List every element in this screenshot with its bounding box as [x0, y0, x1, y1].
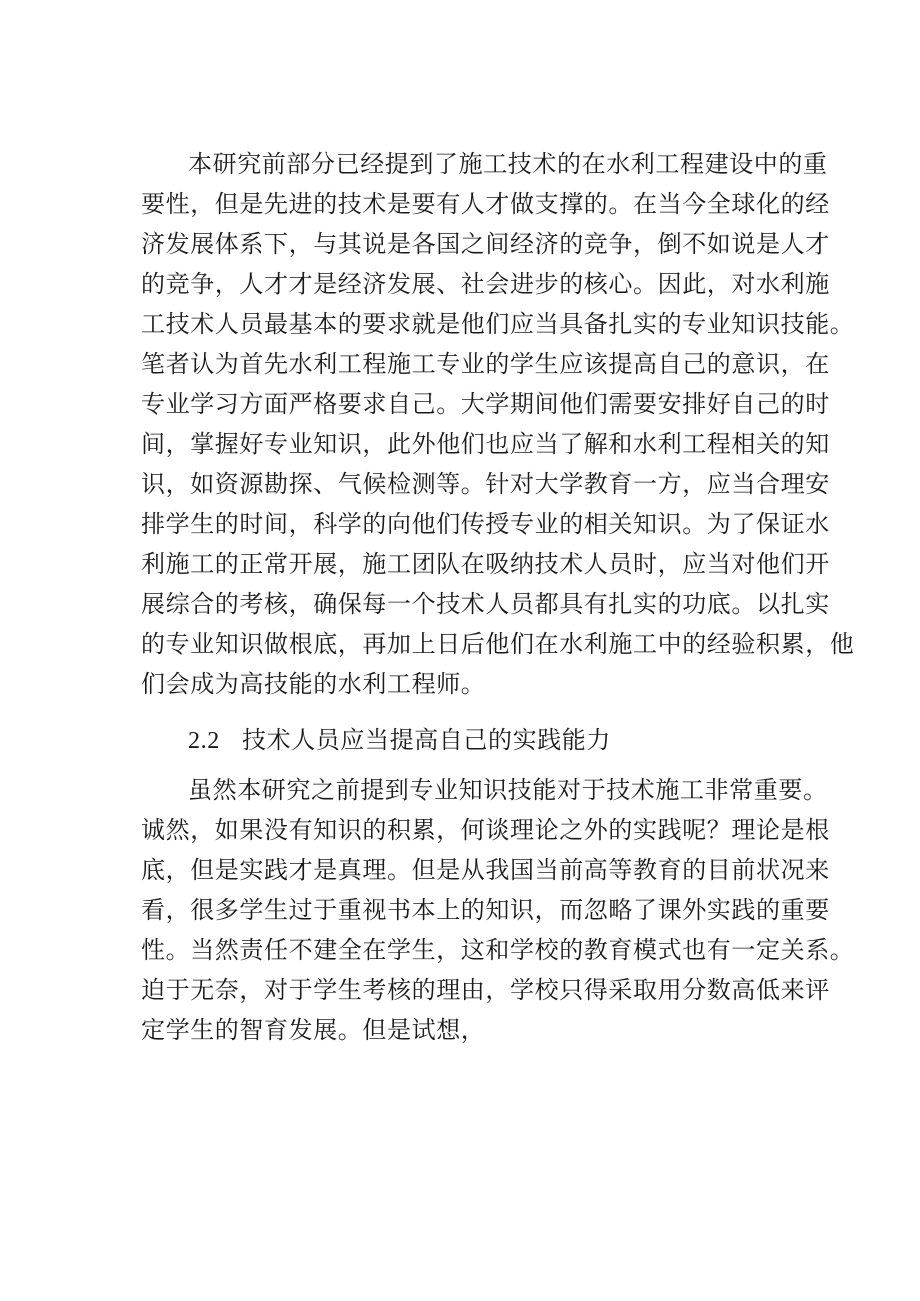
paragraph-2-line-1: 虽然本研究之前提到专业知识技能对于技术施工非常重要。 [188, 776, 828, 804]
paragraph-1-line-11: 利施工的正常开展，施工团队在吸纳技术人员时，应当对他们开 [141, 550, 830, 578]
paragraph-1-line-9: 识，如资源勘探、气候检测等。针对大学教育一方，应当合理安 [141, 470, 830, 498]
paragraph-1-line-5: 工技术人员最基本的要求就是他们应当具备扎实的专业知识技能。 [141, 310, 855, 338]
paragraph-2-line-4: 看，很多学生过于重视书本上的知识，而忽略了课外实践的重要 [141, 896, 830, 924]
paragraph-1-line-10: 排学生的时间，科学的向他们传授专业的相关知识。为了保证水 [141, 510, 830, 538]
paragraph-1-line-12: 展综合的考核，确保每一个技术人员都具有扎实的功底。以扎实 [141, 590, 830, 618]
paragraph-1-line-7: 专业学习方面严格要求自己。大学期间他们需要安排好自己的时 [141, 390, 830, 418]
paragraph-1-line-1: 本研究前部分已经提到了施工技术的在水利工程建设中的重 [188, 150, 828, 178]
paragraph-1-line-14: 们会成为高技能的水利工程师。 [141, 670, 486, 698]
section-number: 2.2 [188, 728, 220, 754]
section-title: 技术人员应当提高自己的实践能力 [242, 726, 611, 754]
paragraph-1-line-8: 间，掌握好专业知识，此外他们也应当了解和水利工程相关的知 [141, 430, 830, 458]
section-heading [188, 722, 611, 758]
paragraph-1-line-3: 济发展体系下，与其说是各国之间经济的竞争，倒不如说是人才 [141, 230, 830, 258]
paragraph-2-line-6: 迫于无奈，对于学生考核的理由，学校只得采取用分数高低来评 [141, 976, 830, 1004]
paragraph-1-line-2: 要性，但是先进的技术是要有人才做支撑的。在当今全球化的经 [141, 190, 830, 218]
paragraph-2-line-3: 底，但是实践才是真理。但是从我国当前高等教育的目前状况来 [141, 856, 830, 884]
paragraph-2-line-5: 性。当然责任不建全在学生，这和学校的教育模式也有一定关系。 [141, 936, 855, 964]
paragraph-1-line-4: 的竞争，人才才是经济发展、社会进步的核心。因此，对水利施 [141, 270, 830, 298]
paragraph-2-line-2: 诚然，如果没有知识的积累，何谈理论之外的实践呢？理论是根 [141, 816, 830, 844]
paragraph-1-line-13: 的专业知识做根底，再加上日后他们在水利施工中的经验积累，他 [141, 630, 855, 658]
paragraph-1-line-6: 笔者认为首先水利工程施工专业的学生应该提高自己的意识，在 [141, 350, 830, 378]
paragraph-2-line-7: 定学生的智育发展。但是试想， [141, 1016, 486, 1044]
